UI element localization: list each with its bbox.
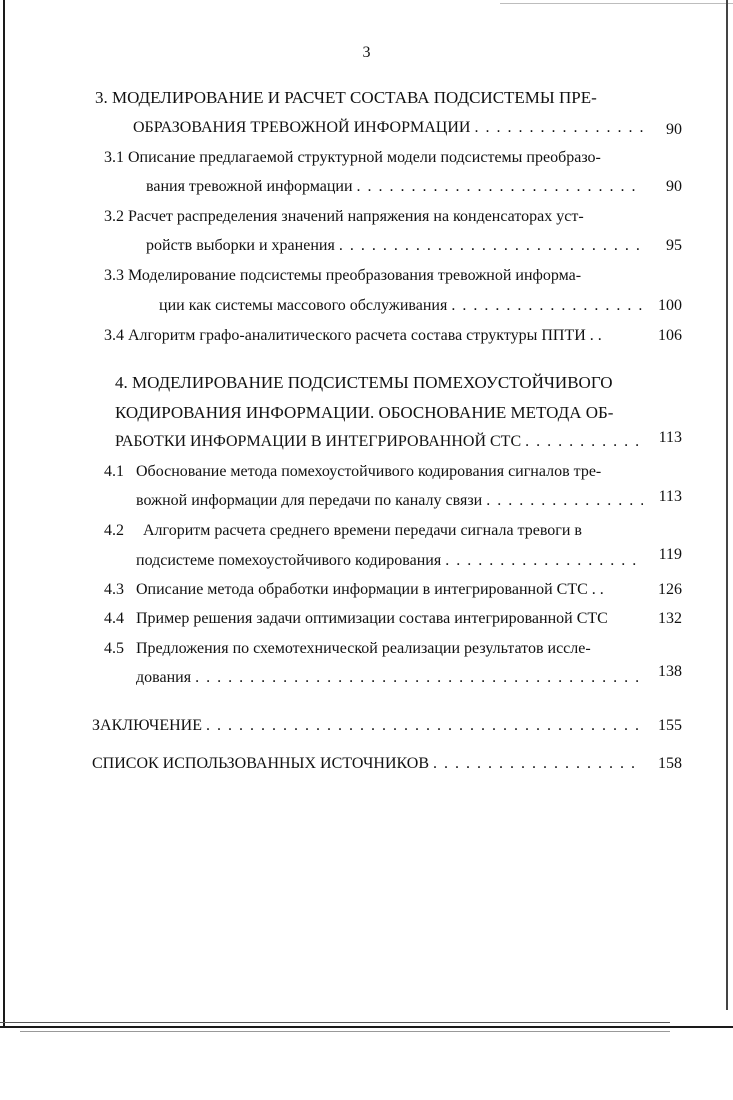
leader-dots [191,668,643,688]
toc-3-3-line2: ции как системы массового обслуживания [159,297,448,314]
scan-edge-right [726,0,728,1010]
toc-4-5-line1: Предложения по схемотехнической реализации результатов иссле- [136,640,591,657]
toc-4-2-line1: Алгоритм расчета среднего времени передачи сигнала тревоги в [143,522,582,539]
toc-4-2-entry[interactable] [136,551,643,571]
leader-dots [482,491,643,511]
toc-3-3-entry[interactable] [159,296,643,316]
toc-4-1-page: 113 [658,488,682,505]
toc-4-2-line2: подсистеме помехоустойчивого кодирования [136,552,442,569]
toc-3-3-line1: 3.3 Моделирование подсистемы преобразования тревожной информа- [104,267,582,284]
toc-chapter3-title-line1: 3. МОДЕЛИРОВАНИЕ И РАСЧЕТ СОСТАВА ПОДСИСТЕМЫ ПРЕ- [95,88,597,107]
toc-chapter4-title-line3: РАБОТКИ ИНФОРМАЦИИ В ИНТЕГРИРОВАННОЙ СТС [115,433,522,450]
toc-4-3-page: 126 [658,581,682,598]
scan-edge-top [500,3,733,4]
toc-4-5-number: 4.5 [104,640,124,657]
leader-dots [202,716,643,736]
toc-4-5-entry[interactable] [136,668,643,688]
leader-dots [521,432,643,452]
toc-4-1-line1: Обоснование метода помехоустойчивого кодирования сигналов тре- [136,463,602,480]
toc-3-2-line1: 3.2 Расчет распределения значений напряжения на конденсаторах уст- [104,208,584,225]
toc-4-5-line2: дования [136,669,192,686]
toc-4-1-number: 4.1 [104,463,124,480]
toc-4-4-number: 4.4 [104,610,124,627]
leader-dots [353,177,644,197]
toc-conclusion-page: 155 [658,717,682,734]
toc-chapter4-entry[interactable] [115,432,643,452]
toc-chapter3-entry[interactable] [133,118,643,138]
toc-4-3-number: 4.3 [104,581,124,598]
toc-3-3-page: 100 [658,297,682,314]
toc-3-2-line2: ройств выборки и хранения [146,237,335,254]
toc-4-1-line2: вожной информации для передачи по каналу связи [136,492,483,509]
toc-4-5-page: 138 [658,663,682,680]
toc-conclusion-label: ЗАКЛЮЧЕНИЕ [92,717,202,734]
toc-4-4-entry[interactable]: Пример решения задачи оптимизации состава интегрированной СТС [136,610,608,627]
scan-edge-bottom [0,1022,670,1023]
scan-edge-left [3,0,5,1026]
toc-references-entry[interactable] [92,754,643,774]
scan-edge-bottom-faint [20,1031,670,1032]
toc-3-1-entry[interactable] [146,177,643,197]
toc-3-1-page: 90 [666,178,682,195]
toc-chapter3-page: 90 [666,121,682,138]
leader-dots [429,754,643,774]
leader-dots [447,296,643,316]
toc-4-2-page: 119 [658,546,682,563]
toc-chapter4-page: 113 [658,429,682,446]
toc-4-2-number: 4.2 [104,522,124,539]
leader-dots [441,551,643,571]
toc-references-label: СПИСОК ИСПОЛЬЗОВАННЫХ ИСТОЧНИКОВ [92,755,430,772]
toc-3-1-line1: 3.1 Описание предлагаемой структурной модели подсистемы преобразо- [104,149,601,166]
toc-conclusion-entry[interactable] [92,716,643,736]
toc-3-4-entry[interactable]: 3.4 Алгоритм графо-аналитического расчета состава структуры ППТИ . . [104,327,602,344]
leader-dots [470,118,643,138]
toc-references-page: 158 [658,755,682,772]
toc-3-1-line2: вания тревожной информации [146,178,353,195]
scan-edge-bottom-thick [0,1026,733,1028]
toc-chapter4-title-line1: 4. МОДЕЛИРОВАНИЕ ПОДСИСТЕМЫ ПОМЕХОУСТОЙЧИВОГО [115,373,613,392]
toc-4-3-entry[interactable]: Описание метода обработки информации в интегрированной СТС . . [136,581,604,598]
toc-3-2-page: 95 [666,237,682,254]
page-number: 3 [362,44,371,61]
toc-4-1-entry[interactable] [136,491,643,511]
toc-chapter3-title-line2: ОБРАЗОВАНИЯ ТРЕВОЖНОЙ ИНФОРМАЦИИ [133,119,471,136]
leader-dots [335,236,643,256]
toc-3-2-entry[interactable] [146,236,643,256]
toc-4-4-page: 132 [658,610,682,627]
toc-chapter4-title-line2: КОДИРОВАНИЯ ИНФОРМАЦИИ. ОБОСНОВАНИЕ МЕТОДА ОБ- [115,403,614,422]
toc-3-4-page: 106 [658,327,682,344]
